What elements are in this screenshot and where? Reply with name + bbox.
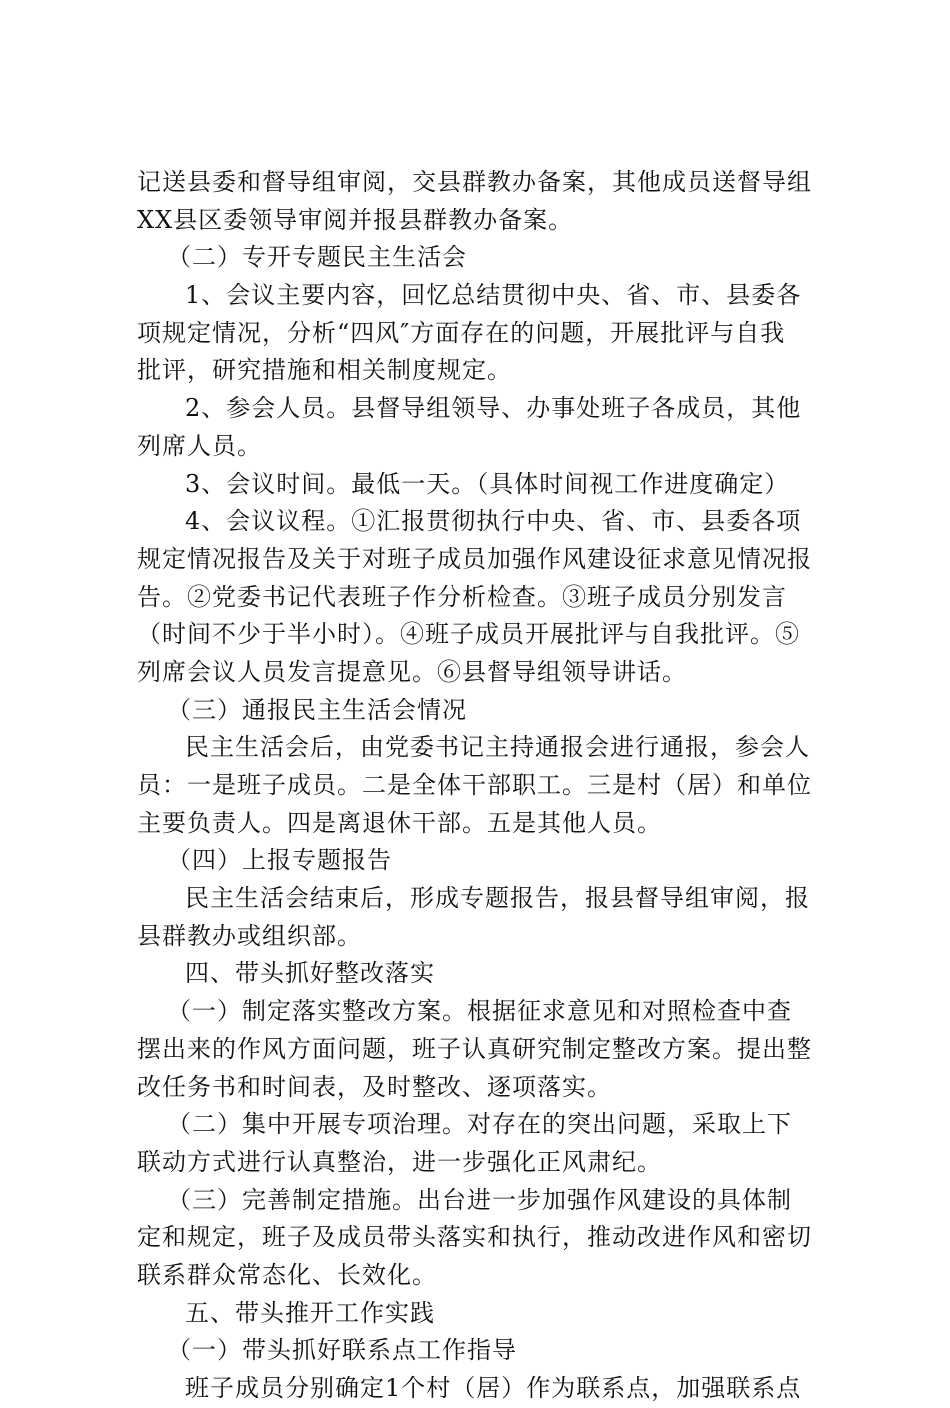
text-line: （一）制定落实整改方案。根据征求意见和对照检查中查 bbox=[167, 997, 792, 1026]
text-line: 4、会议议程。①汇报贯彻执行中央、省、市、县委各项 bbox=[185, 507, 802, 536]
text-line: 民主生活会结束后，形成专题报告，报县督导组审阅，报 bbox=[185, 884, 810, 913]
text-line: 班子成员分别确定1个村（居）作为联系点，加强联系点 bbox=[185, 1374, 802, 1402]
text-line: 规定情况报告及关于对班子成员加强作风建设征求意见情况报 bbox=[137, 544, 812, 573]
document-body bbox=[137, 164, 827, 1408]
text-line: 五、带头推开工作实践 bbox=[185, 1298, 435, 1327]
text-line: 2、参会人员。县督导组领导、办事处班子各成员，其他 bbox=[185, 394, 802, 423]
text-line: 县群教办或组织部。 bbox=[137, 921, 362, 950]
text-line: 民主生活会后，由党委书记主持通报会进行通报，参会人 bbox=[185, 733, 810, 762]
text-line: 3、会议时间。最低一天。（具体时间视工作进度确定） bbox=[185, 469, 790, 498]
text-line: 定和规定，班子及成员带头落实和执行，推动改进作风和密切 bbox=[137, 1223, 812, 1252]
text-line: 批评，研究措施和相关制度规定。 bbox=[137, 356, 512, 385]
text-line: 列席人员。 bbox=[137, 431, 262, 460]
text-line: 主要负责人。四是离退休干部。五是其他人员。 bbox=[137, 808, 662, 837]
text-line: 四、带头抓好整改落实 bbox=[185, 959, 435, 988]
text-line: XX县区委领导审阅并报县群教办备案。 bbox=[137, 205, 574, 234]
text-line: （三）完善制定措施。出台进一步加强作风建设的具体制 bbox=[167, 1185, 792, 1214]
text-line: （二）专开专题民主生活会 bbox=[167, 243, 467, 272]
text-line: （二）集中开展专项治理。对存在的突出问题，采取上下 bbox=[167, 1110, 792, 1139]
text-line: 1、会议主要内容，回忆总结贯彻中央、省、市、县委各 bbox=[185, 281, 802, 310]
text-line: 列席会议人员发言提意见。⑥县督导组领导讲话。 bbox=[137, 657, 687, 686]
text-line: （四）上报专题报告 bbox=[167, 846, 392, 875]
text-line: （时间不少于半小时）。④班子成员开展批评与自我批评。⑤ bbox=[137, 620, 800, 649]
text-line: 员：一是班子成员。二是全体干部职工。三是村（居）和单位 bbox=[137, 771, 812, 799]
text-line: （一）带头抓好联系点工作指导 bbox=[167, 1336, 517, 1365]
text-line: 联系群众常态化、长效化。 bbox=[137, 1260, 437, 1289]
text-line: 改任务书和时间表，及时整改、逐项落实。 bbox=[137, 1072, 612, 1101]
text-line: 记送县委和督导组审阅，交县群教办备案，其他成员送督导组 bbox=[137, 168, 812, 196]
text-line: 告。②党委书记代表班子作分析检查。③班子成员分别发言 bbox=[137, 582, 787, 611]
text-line: 联动方式进行认真整治，进一步强化正风肃纪。 bbox=[137, 1147, 662, 1176]
text-line: 摆出来的作风方面问题，班子认真研究制定整改方案。提出整 bbox=[137, 1034, 812, 1063]
text-line: （三）通报民主生活会情况 bbox=[167, 695, 467, 724]
text-line: 项规定情况，分析“四风″方面存在的问题，开展批评与自我 bbox=[137, 318, 786, 347]
